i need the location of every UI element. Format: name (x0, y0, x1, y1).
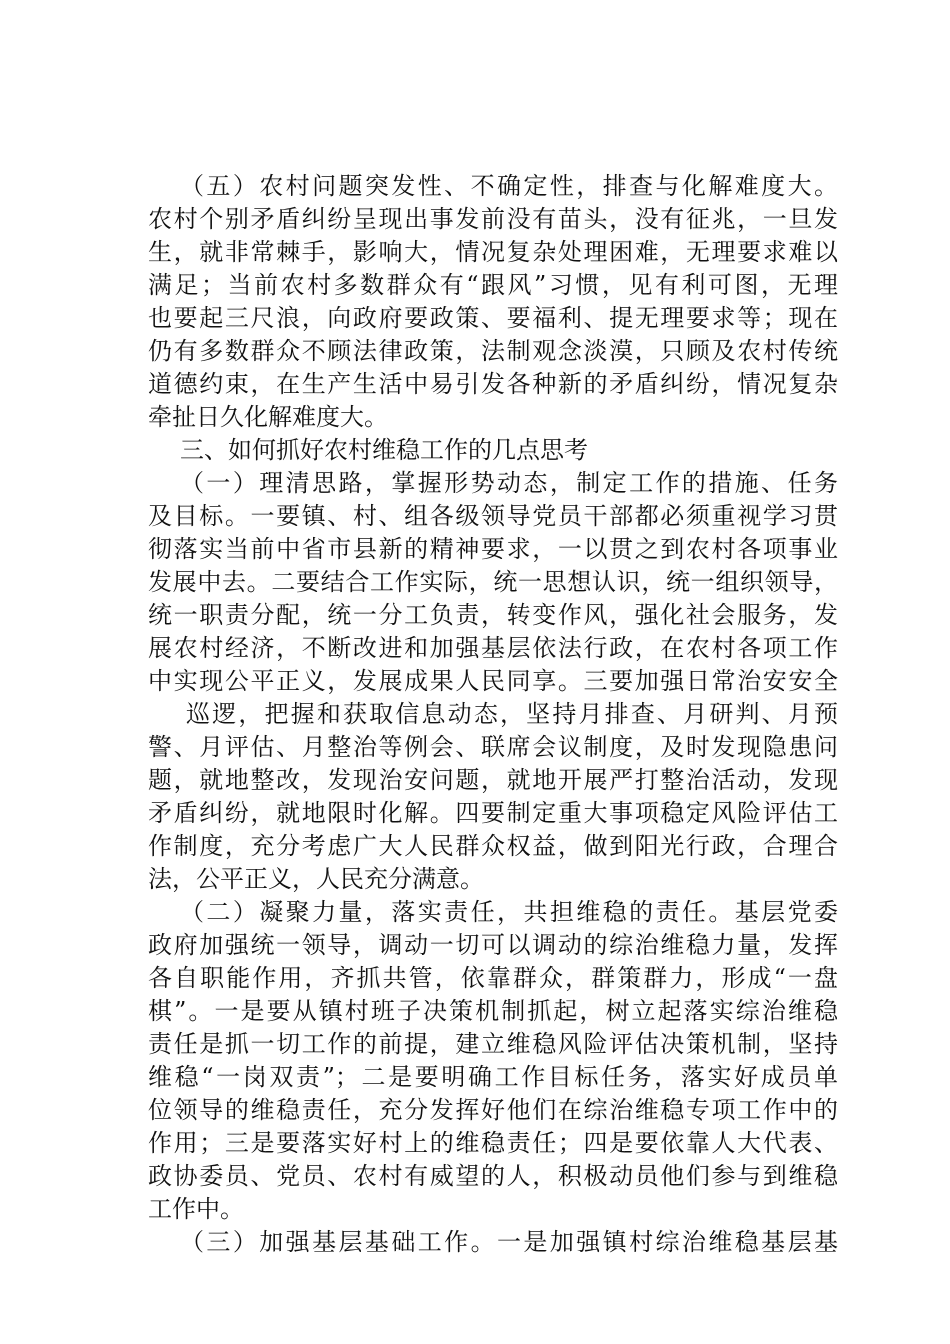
text-line: （一）理清思路，掌握形势动态，制定工作的措施、任务 (180, 469, 838, 497)
text-line: 工作中。 (148, 1195, 244, 1223)
text-line: 满足；当前农村多数群众有“跟风”习惯，见有利可图，无理 (148, 271, 838, 299)
text-line: 位领导的维稳责任，充分发挥好他们在综治维稳专项工作中的 (148, 1096, 838, 1124)
text-line: 也要起三尺浪，向政府要政策、要福利、提无理要求等；现在 (148, 304, 838, 332)
text-line: 及目标。一要镇、村、组各级领导党员干部都必须重视学习贯 (148, 502, 838, 530)
text-line: 政府加强统一领导，调动一切可以调动的综治维稳力量，发挥 (148, 931, 838, 959)
section-heading: 三、如何抓好农村维稳工作的几点思考 (180, 436, 588, 464)
text-line: 责任是抓一切工作的前提，建立维稳风险评估决策机制，坚持 (148, 1030, 838, 1058)
text-line: 统一职责分配，统一分工负责，转变作风，强化社会服务，发 (148, 601, 838, 629)
text-line: （三）加强基层基础工作。一是加强镇村综治维稳基层基 (180, 1228, 838, 1256)
text-line: 彻落实当前中省市县新的精神要求，一以贯之到农村各项事业 (148, 535, 838, 563)
text-line: （五）农村问题突发性、不确定性，排查与化解难度大。 (180, 172, 838, 200)
text-line: 作用；三是要落实好村上的维稳责任；四是要依靠人大代表、 (148, 1129, 838, 1157)
text-line: 发展中去。二要结合工作实际，统一思想认识，统一组织领导， (148, 568, 838, 596)
text-line: 政协委员、党员、农村有威望的人，积极动员他们参与到维稳 (148, 1162, 838, 1190)
text-line: 法，公平正义，人民充分满意。 (148, 865, 484, 893)
text-line: 题，就地整改，发现治安问题，就地开展严打整治活动，发现 (148, 766, 838, 794)
text-line: 矛盾纠纷，就地限时化解。四要制定重大事项稳定风险评估工 (148, 799, 838, 827)
text-line: 仍有多数群众不顾法律政策，法制观念淡漠，只顾及农村传统 (148, 337, 838, 365)
text-line: 农村个别矛盾纠纷呈现出事发前没有苗头，没有征兆，一旦发 (148, 205, 838, 233)
text-line: 生，就非常棘手，影响大，情况复杂处理困难，无理要求难以 (148, 238, 838, 266)
text-line: 各自职能作用，齐抓共管，依靠群众，群策群力，形成“一盘 (148, 964, 838, 992)
text-line: 作制度，充分考虑广大人民群众权益，做到阳光行政，合理合 (148, 832, 838, 860)
text-line: 牵扯日久化解难度大。 (148, 403, 388, 431)
text-line: 棋”。一是要从镇村班子决策机制抓起，树立起落实综治维稳 (148, 997, 838, 1025)
text-line: 警、月评估、月整治等例会、联席会议制度，及时发现隐患问 (148, 733, 838, 761)
text-line: 中实现公平正义，发展成果人民同享。三要加强日常治安安全 (148, 667, 838, 695)
text-line: 维稳“一岗双责”；二是要明确工作目标任务，落实好成员单 (148, 1063, 838, 1091)
text-line: （二）凝聚力量，落实责任，共担维稳的责任。基层党委 (180, 898, 838, 926)
text-line: 展农村经济，不断改进和加强基层依法行政，在农村各项工作 (148, 634, 838, 662)
text-line: 巡逻，把握和获取信息动态，坚持月排查、月研判、月预 (186, 700, 838, 728)
text-line: 道德约束，在生产生活中易引发各种新的矛盾纠纷，情况复杂 (148, 370, 838, 398)
